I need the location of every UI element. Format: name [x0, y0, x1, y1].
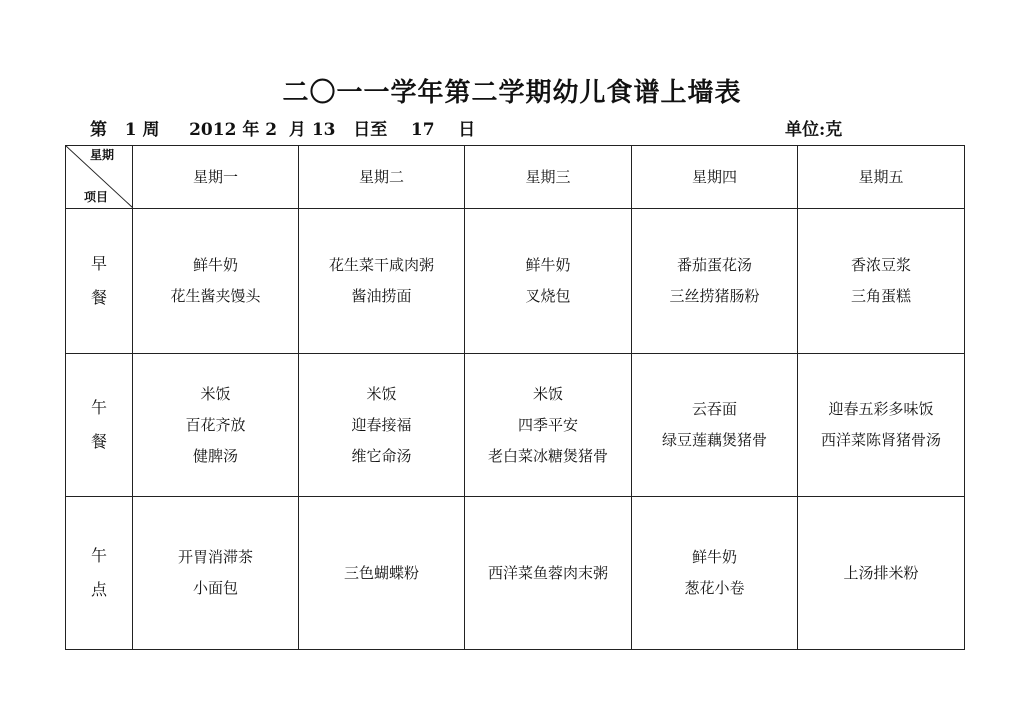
menu-item: 维它命汤 — [351, 446, 412, 465]
menu-cell — [798, 497, 965, 650]
row-label-char: 餐 — [90, 432, 107, 451]
menu-item: 鲜牛奶 — [691, 548, 737, 566]
menu-item: 西洋菜鱼蓉肉末粥 — [487, 563, 608, 582]
menu-item: 四季平安 — [517, 415, 578, 434]
row-label-char: 午 — [90, 398, 107, 417]
menu-item: 迎春接福 — [351, 415, 412, 434]
corner-cell — [66, 146, 133, 209]
menu-cell — [299, 354, 465, 497]
week-date-range: 第 1 周 2012 年 2 月 13 日至 17 日 — [90, 120, 476, 140]
menu-cell — [299, 209, 465, 354]
menu-item: 绿豆莲藕煲猪骨 — [661, 431, 767, 449]
unit-label: 单位:克 — [785, 120, 843, 140]
corner-label-weekday: 星期 — [89, 148, 114, 162]
menu-cell — [133, 209, 299, 354]
menu-item: 云吞面 — [691, 400, 737, 418]
row-label-char: 午 — [90, 546, 107, 565]
row-label-char: 餐 — [90, 288, 107, 307]
menu-item: 酱油捞面 — [351, 287, 412, 305]
menu-item: 米饭 — [532, 384, 563, 403]
page-title: 二〇一一学年第二学期幼儿食谱上墙表 — [282, 78, 742, 108]
menu-item: 上汤排米粉 — [843, 563, 919, 582]
menu-cell — [465, 209, 632, 354]
menu-item: 鲜牛奶 — [525, 256, 571, 274]
menu-item: 迎春五彩多味饭 — [828, 400, 934, 418]
menu-item: 番茄蛋花汤 — [676, 256, 752, 274]
menu-item: 香浓豆浆 — [850, 256, 911, 274]
row-label — [66, 497, 133, 650]
day-header: 星期五 — [798, 146, 965, 209]
day-header: 星期三 — [465, 146, 632, 209]
menu-item: 三色蝴蝶粉 — [343, 563, 419, 582]
menu-item: 三丝捞猪肠粉 — [669, 287, 760, 305]
menu-item: 米饭 — [200, 384, 231, 403]
menu-item: 西洋菜陈肾猪骨汤 — [820, 431, 941, 449]
menu-item: 花生酱夹馒头 — [170, 287, 261, 305]
table-row-snack — [66, 497, 965, 650]
day-header: 星期二 — [299, 146, 465, 209]
row-label — [66, 209, 133, 354]
menu-item: 鲜牛奶 — [192, 256, 238, 274]
table-row-lunch — [66, 354, 965, 497]
menu-cell — [632, 354, 798, 497]
menu-cell — [133, 497, 299, 650]
day-header: 星期一 — [133, 146, 299, 209]
row-label — [66, 354, 133, 497]
menu-cell — [465, 354, 632, 497]
menu-table — [65, 145, 965, 650]
menu-item: 开胃消滞茶 — [177, 548, 253, 566]
menu-cell — [798, 354, 965, 497]
row-label-char: 早 — [90, 254, 107, 273]
menu-item: 葱花小卷 — [684, 579, 745, 597]
day-header: 星期四 — [632, 146, 798, 209]
menu-item: 米饭 — [366, 384, 397, 403]
menu-cell — [133, 354, 299, 497]
menu-cell — [632, 497, 798, 650]
menu-cell — [798, 209, 965, 354]
menu-cell — [465, 497, 632, 650]
menu-item: 叉烧包 — [525, 287, 571, 305]
menu-item: 三角蛋糕 — [850, 287, 911, 305]
menu-item: 老白菜冰糖煲猪骨 — [487, 446, 608, 465]
row-label-char: 点 — [90, 580, 107, 599]
menu-item: 花生菜干咸肉粥 — [328, 256, 434, 274]
menu-item: 小面包 — [192, 579, 238, 597]
menu-item: 百花齐放 — [185, 415, 246, 434]
menu-cell — [299, 497, 465, 650]
table-row-breakfast — [66, 209, 965, 354]
menu-cell — [632, 209, 798, 354]
header-row — [66, 146, 965, 209]
meta-line — [90, 115, 890, 140]
menu-item: 健脾汤 — [192, 446, 238, 465]
corner-label-item: 项目 — [84, 190, 109, 204]
